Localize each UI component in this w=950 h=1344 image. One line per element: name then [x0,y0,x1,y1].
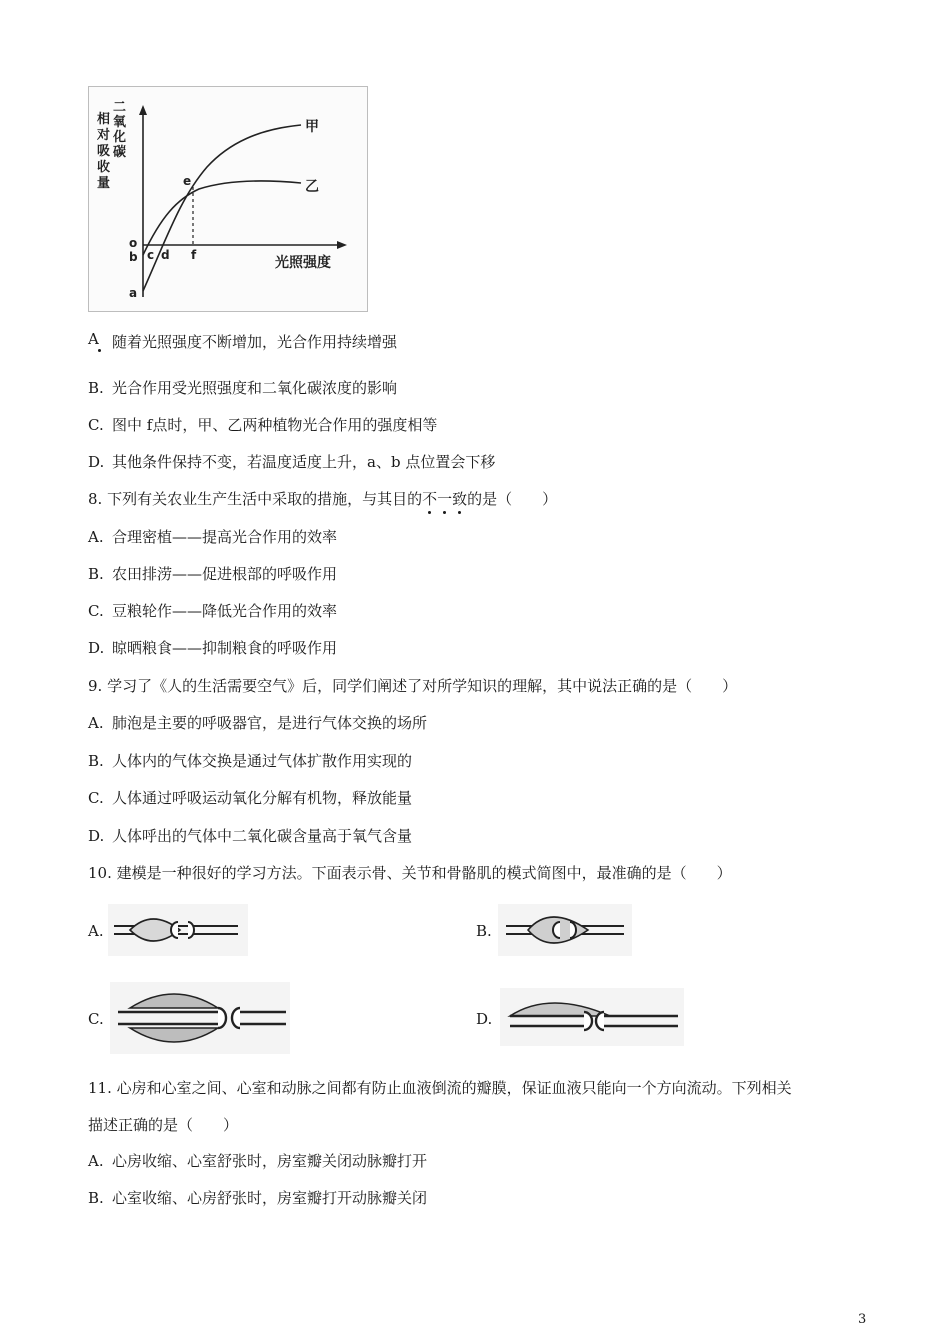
ylabel-char: 氧 [113,115,127,130]
chart-xlabel: 光照强度 [275,255,331,271]
x-axis-arrow [337,241,347,249]
q8-stem [88,489,557,509]
option-text: 随着光照强度不断增加，光合作用持续增强 [112,333,398,351]
option-letter: A. [88,714,104,732]
q10-label-d: D. [476,1010,493,1028]
q10-diagram-d [500,988,684,1046]
option-text: 肺泡是主要的呼吸器官，是进行气体交换的场所 [112,714,428,732]
option-letter: C. [88,416,104,434]
ylabel-char: 碳 [113,145,127,160]
point-c-label: c [147,248,155,262]
option-text: 人体通过呼吸运动氧化分解有机物，释放能量 [112,789,413,807]
option-text: 人体呼出的气体中二氧化碳含量高于氧气含量 [112,827,413,845]
option-letter: C. [88,789,104,807]
option-letter: A [88,330,99,348]
curve-yi [143,181,301,255]
emphasis-char: 致 [452,490,468,508]
q10-label-c: C. [88,1010,104,1028]
option-text: 图中 f点时，甲、乙两种植物光合作用的强度相等 [112,416,438,434]
curve-jia-label: 甲 [305,119,319,135]
option-text: 人体内的气体交换是通过气体扩散作用实现的 [112,752,413,770]
point-f-label: f [191,248,197,262]
ylabel-char: 量 [97,176,111,191]
option-letter: B. [88,752,104,770]
point-o-label: o [129,236,138,250]
option-letter: B. [88,379,104,397]
option-letter: D. [88,453,105,471]
q10-diagram-c [110,982,290,1054]
option-letter: B. [88,565,104,583]
ylabel-char: 收 [97,160,111,175]
option-text: 豆粮轮作——降低光合作用的效率 [112,602,338,620]
ylabel-char: 化 [113,130,127,145]
chart-ylabel [96,100,127,191]
option-text: 晾晒粮食——抑制粮食的呼吸作用 [112,639,338,657]
ylabel-char: 二 [113,100,127,115]
option-text: 其他条件保持不变，若温度适度上升，a、b 点位置会下移 [112,453,496,471]
q11-stem-line1: 11. 心房和心室之间、心室和动脉之间都有防止血液倒流的瓣膜，保证血液只能向一个方向流动。下列相关 [88,1079,792,1097]
option-letter: D. [88,827,105,845]
q10-diagram-b [498,904,632,956]
emphasis-char: 不 [422,490,438,508]
option-letter: A. [88,528,104,546]
q10-diagram-a [108,904,248,956]
option-text: 合理密植——提高光合作用的效率 [112,528,338,546]
point-a-label: a [129,286,138,300]
curve-yi-label: 乙 [305,179,319,195]
q10-label-a: A. [88,922,104,940]
ylabel-char: 对 [97,128,111,143]
emphasis-char: 一 [437,490,453,508]
q10-stem: 10. 建模是一种很好的学习方法。下面表示骨、关节和骨骼肌的模式简图中，最准确的是（ ） [88,864,732,882]
option-dot [98,349,101,352]
point-e-label: e [183,174,192,188]
option-text: 心室收缩、心房舒张时，房室瓣打开动脉瓣关闭 [112,1189,428,1207]
option-letter: C. [88,602,104,620]
q9-stem: 9. 学习了《人的生活需要空气》后，同学们阐述了对所学知识的理解，其中说法正确的是（ ） [88,677,738,695]
ylabel-char: 吸 [97,144,111,159]
photosynthesis-figure [88,86,368,312]
option-letter: B. [88,1189,104,1207]
option-letter: A. [88,1152,104,1170]
q11-stem-line2: 描述正确的是（ ） [88,1116,239,1134]
option-text: 心房收缩、心室舒张时，房室瓣关闭动脉瓣打开 [112,1152,428,1170]
q8-stem-pre: 8. 下列有关农业生产生活中采取的措施，与其目的 [88,490,423,508]
point-d-label: d [161,248,170,262]
y-axis-arrow [139,105,147,115]
photosynthesis-chart [89,87,367,311]
point-b-label: b [129,250,138,264]
q10-label-b: B. [476,922,492,940]
q8-stem-post: 的是（ ） [467,490,558,508]
page-number: 3 [858,1312,867,1327]
option-text: 光合作用受光照强度和二氧化碳浓度的影响 [112,379,398,397]
option-text: 农田排涝——促进根部的呼吸作用 [112,565,338,583]
ylabel-char: 相 [97,112,111,127]
option-letter: D. [88,639,105,657]
